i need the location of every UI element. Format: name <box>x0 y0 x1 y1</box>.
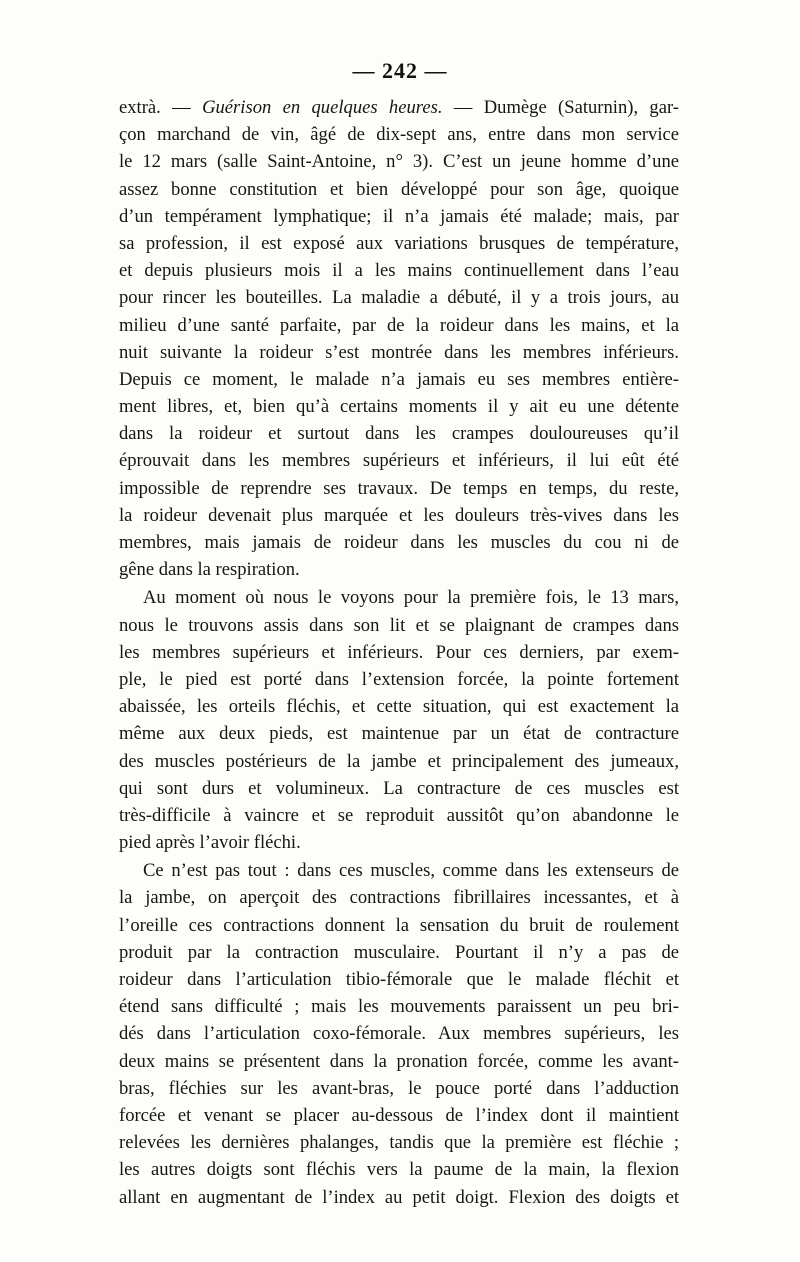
text-line: et depuis plusieurs mois il a les mains continuellement dans l’eau <box>119 260 679 282</box>
text-line: gêne dans la respiration. <box>119 559 300 581</box>
text-line: pour rincer les bouteilles. La maladie a débuté, il y a trois jours, au <box>119 287 679 309</box>
text-line: assez bonne constitution et bien développé pour son âge, quoique <box>119 178 679 200</box>
text-line: bras, fléchies sur les avant-bras, le pouce porté dans l’adduction <box>119 1077 679 1099</box>
text-line: impossible de reprendre ses travaux. De temps en temps, du reste, <box>119 477 679 499</box>
text-line: le 12 mars (salle Saint-Antoine, n° 3). C’est un jeune homme d’une <box>119 151 679 173</box>
italic-heading: Guérison en quelques heures. <box>202 97 443 118</box>
paragraph <box>119 584 679 856</box>
body-text <box>119 94 679 1211</box>
text-line: ment libres, et, bien qu’à certains moments il y ait eu une détente <box>119 396 679 418</box>
page-number: — 242 — <box>352 58 448 83</box>
text-line: très-difficile à vaincre et se reproduit aussitôt qu’on abandonne le <box>119 804 679 826</box>
text-line: dés dans l’articulation coxo-fémorale. Aux membres supérieurs, les <box>119 1023 679 1045</box>
paragraph <box>119 857 679 1210</box>
text-line: forcée et venant se placer au-dessous de l’index dont il maintient <box>119 1104 679 1126</box>
text-line: éprouvait dans les membres supérieurs et inférieurs, il lui eût été <box>119 450 679 472</box>
text-line: milieu d’une santé parfaite, par de la roideur dans les mains, et la <box>119 314 679 336</box>
text-line: sa profession, il est exposé aux variations brusques de température, <box>119 232 679 254</box>
text-line: deux mains se présentent dans la pronation forcée, comme les avant- <box>119 1050 679 1072</box>
text-line: produit par la contraction musculaire. Pourtant il n’y a pas de <box>119 941 679 963</box>
text-line: roideur dans l’articulation tibio-fémorale que le malade fléchit et <box>119 969 679 990</box>
text-line: Au moment où nous le voyons pour la première fois, le 13 mars, <box>143 587 679 609</box>
text-line: dans la roideur et surtout dans les crampes douloureuses qu’il <box>119 423 679 445</box>
text-line: nous le trouvons assis dans son lit et se plaignant de crampes dans <box>119 614 679 636</box>
text-line: abaissée, les orteils fléchis, et cette situation, qui est exactement la <box>119 696 679 718</box>
text-line: qui sont durs et volumineux. La contracture de ces muscles est <box>119 777 679 799</box>
text-line: l’oreille ces contractions donnent la sensation du bruit de roulement <box>119 914 679 936</box>
text-line: les membres supérieurs et inférieurs. Pour ces derniers, par exem- <box>119 641 679 663</box>
text-line: nuit suivante la roideur s’est montrée dans les membres inférieurs. <box>119 341 679 363</box>
text-line: pied après l’avoir fléchi. <box>119 832 301 854</box>
text-line: çon marchand de vin, âgé de dix-sept ans, entre dans mon service <box>119 124 679 146</box>
text-line: ple, le pied est porté dans l’extension forcée, la pointe fortement <box>119 668 679 690</box>
text-line: allant en augmentant de l’index au petit doigt. Flexion des doigts et <box>119 1186 679 1208</box>
text-line: Ce n’est pas tout : dans ces muscles, comme dans les extenseurs de <box>143 860 679 882</box>
text-line: la roideur devenait plus marquée et les douleurs très-vives dans les <box>119 504 679 526</box>
text-line: les autres doigts sont fléchis vers la paume de la main, la flexion <box>119 1159 679 1181</box>
text-line: d’un tempérament lymphatique; il n’a jamais été malade; mais, par <box>119 205 679 227</box>
text-line: Depuis ce moment, le malade n’a jamais eu ses membres entière- <box>119 368 679 390</box>
text-line: membres, mais jamais de roideur dans les muscles du cou ni de <box>119 532 679 553</box>
text-line: relevées les dernières phalanges, tandis que la première est fléchie ; <box>119 1132 679 1154</box>
text-line: étend sans difficulté ; mais les mouvements paraissent un peu bri- <box>119 996 679 1018</box>
text-line: la jambe, on aperçoit des contractions fibrillaires incessantes, et à <box>119 887 679 909</box>
text-line: même aux deux pieds, est maintenue par un état de contracture <box>119 723 679 745</box>
text-line: des muscles postérieurs de la jambe et principalement des jumeaux, <box>119 750 679 772</box>
paragraph <box>119 94 679 583</box>
text-line: extrà. — Guérison en quelques heures. — Dumège (Saturnin), gar- <box>119 97 679 118</box>
